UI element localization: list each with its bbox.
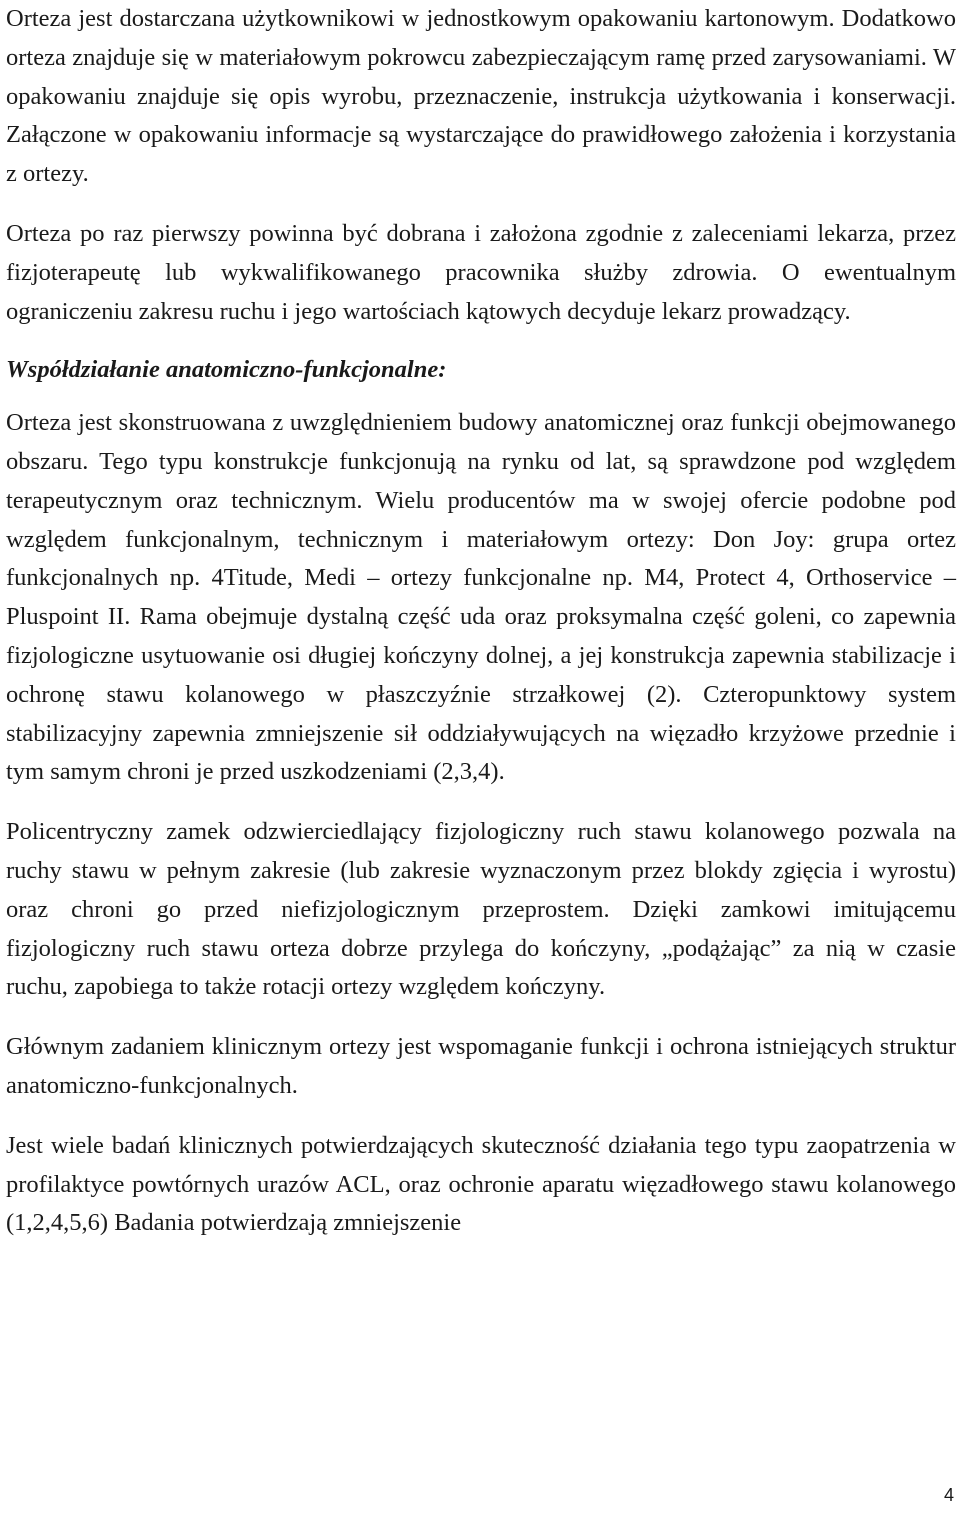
paragraph-polycentric-hinge: Policentryczny zamek odzwierciedlający fizjologiczny ruch stawu kolanowego pozwala na ruchy stawu w pełnym zakresie (lub zakresie wyznaczonym przez blokdy zgięcia i wyrostu) oraz chroni go przed niefizjologicznym przeprostem. Dzięki zamkowi imitującemu fizjologiczny ruch stawu orteza dobrze przylega do kończyny, „podążając” za nią w czasie ruchu, zapobiega to także rotacji ortezy względem kończyny. <box>6 818 956 1001</box>
paragraph-clinical-studies: Jest wiele badań klinicznych potwierdzających skuteczność działania tego typu zaopatrzenia w profilaktyce powtórnych urazów ACL, oraz ochronie aparatu więzadłowego stawu kolanowego (1,2,4,5,6) Badania potwierdzają zmniejszenie <box>6 1131 956 1237</box>
paragraph-clinical-goal: Głównym zadaniem klinicznym ortezy jest wspomaganie funkcji i ochrona istniejących struktur anatomiczno-funkcjonalnych. <box>6 1033 956 1099</box>
paragraph-packaging: Orteza jest dostarczana użytkownikowi w jednostkowym opakowaniu kartonowym. Dodatkowo orteza znajduje się w materiałowym pokrowcu zabezpieczającym ramę przed zarysowaniami. W opakowaniu znajduje się opis wyrobu, przeznaczenie, instrukcja użytkowania i konserwacji. Załączone w opakowaniu informacje są wystarczające do prawidłowego założenia i korzystania z ortezy. <box>6 5 956 188</box>
page-number: 4 <box>943 1485 954 1505</box>
paragraph-fitting: Orteza po raz pierwszy powinna być dobrana i założona zgodnie z zaleceniami lekarza, przez fizjoterapeutę lub wykwalifikowanego pracownika służby zdrowia. O ewentualnym ograniczeniu zakresu ruchu i jego wartościach kątowych decyduje lekarz prowadzący. <box>6 219 956 325</box>
document-page <box>6 0 956 1243</box>
paragraph-construction: Orteza jest skonstruowana z uwzględnieniem budowy anatomicznej oraz funkcji obejmowanego obszaru. Tego typu konstrukcje funkcjonują na rynku od lat, są sprawdzone pod względem terapeutycznym oraz technicznym. Wielu producentów ma w swojej ofercie podobne pod względem funkcjonalnym, technicznym i materiałowym ortezy: Don Joy: grupa ortez funkcjonalnych np. 4Titude, Medi – ortezy funkcjonalne np. M4, Protect 4, Orthoservice – Pluspoint II. Rama obejmuje dystalną część uda oraz proksymalna część goleni, co zapewnia fizjologiczne usytuowanie osi długiej kończyny dolnej, a jej konstrukcja zapewnia stabilizacje i ochronę stawu kolanowego w płaszczyźnie strzałkowej (2). Czteropunktowy system stabilizacyjny zapewnia zmniejszenie sił oddziaływujących na więzadło krzyżowe przednie i tym samym chroni je przed uszkodzeniami (2,3,4). <box>6 409 956 786</box>
section-heading: Współdziałanie anatomiczno-funkcjonalne: <box>6 356 447 384</box>
